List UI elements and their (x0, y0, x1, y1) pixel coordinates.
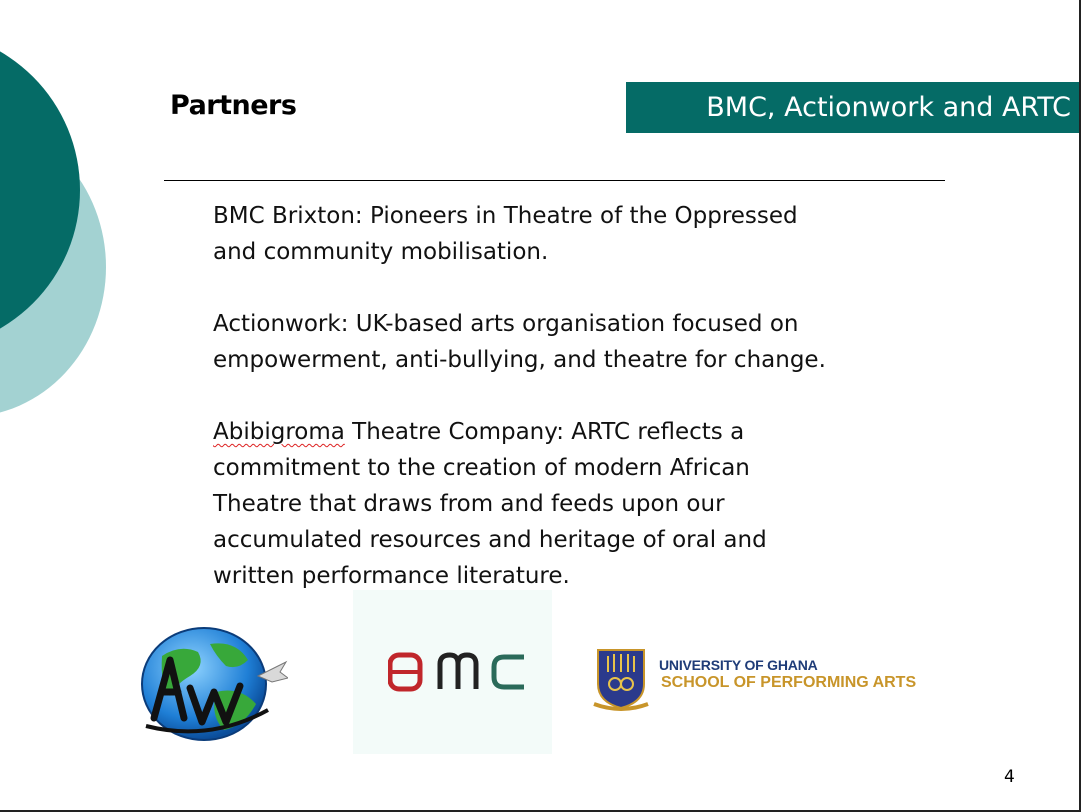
university-crest-icon (592, 646, 650, 712)
paragraph-artc-text: Theatre Company: ARTC reflects a commitment to the creation of modern African Theatre that draws from and feeds upon our accumulated resources and heritage of oral and written performance literature. (213, 419, 767, 589)
title-banner: BMC, Actionwork and ARTC (626, 82, 1081, 133)
page-number: 4 (1004, 767, 1015, 787)
slide-title: Partners (170, 90, 297, 121)
paragraph-bmc: BMC Brixton: Pioneers in Theatre of the Oppressed and community mobilisation. (213, 203, 798, 265)
school-name: SCHOOL OF PERFORMING ARTS (661, 674, 917, 691)
spellcheck-word: Abibigroma (213, 419, 345, 445)
university-name: UNIVERSITY OF GHANA (659, 657, 818, 673)
paragraph-artc (213, 414, 903, 594)
title-divider (164, 180, 945, 181)
slide-body (213, 198, 903, 594)
paragraph-actionwork: Actionwork: UK-based arts organisation focused on empowerment, anti-bullying, and theatre for change. (213, 311, 826, 373)
bmc-logo (388, 652, 528, 692)
actionwork-logo (140, 626, 288, 742)
bmc-logo-panel (353, 590, 552, 754)
